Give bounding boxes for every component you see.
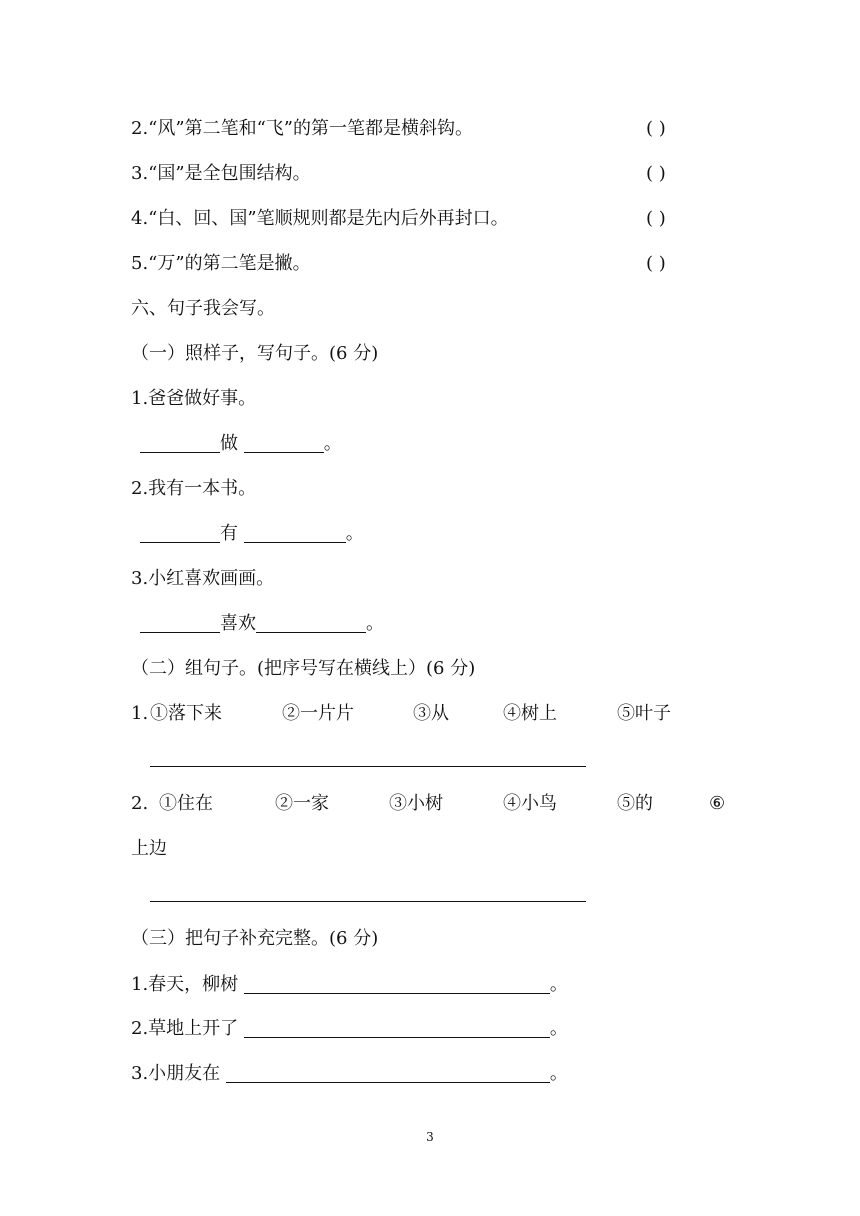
word-option: ⑤的 bbox=[617, 793, 653, 814]
example-sentence-1: 1.爸爸做好事。 bbox=[131, 388, 257, 409]
word-option: ④小鸟 bbox=[503, 793, 557, 814]
keyword: 有 bbox=[220, 523, 238, 544]
answer-line[interactable] bbox=[150, 901, 586, 902]
blank[interactable] bbox=[244, 434, 324, 453]
keyword: 做 bbox=[220, 433, 238, 454]
blank[interactable] bbox=[244, 524, 346, 543]
period: 。 bbox=[345, 523, 364, 544]
period: 。 bbox=[366, 613, 384, 634]
judge-answer-4[interactable]: ( ) bbox=[646, 208, 666, 229]
period: 。 bbox=[549, 974, 568, 995]
period: 。 bbox=[549, 1063, 568, 1084]
sentence-prefix: 2.草地上开了 bbox=[131, 1018, 239, 1039]
complete-sentence-3 bbox=[131, 1063, 568, 1085]
judge-item-3: 3.“国”是全包围结构。 bbox=[131, 163, 311, 184]
word-option: ①住在 bbox=[159, 793, 213, 814]
blank[interactable] bbox=[244, 1019, 550, 1038]
judge-answer-3[interactable]: ( ) bbox=[646, 163, 666, 184]
complete-sentence-1 bbox=[131, 974, 568, 996]
answer-line[interactable] bbox=[150, 766, 586, 767]
word-option: ①落下来 bbox=[150, 703, 222, 724]
word-option: ⑥ bbox=[709, 793, 726, 814]
word-option: ②一家 bbox=[275, 793, 329, 814]
judge-item-5: 5.“万”的第二笔是撇。 bbox=[131, 253, 311, 274]
keyword: 喜欢 bbox=[220, 613, 256, 634]
judge-answer-5[interactable]: ( ) bbox=[646, 253, 666, 274]
blank[interactable] bbox=[256, 614, 366, 633]
word-option: ③小树 bbox=[389, 793, 443, 814]
fill-sentence-1 bbox=[140, 433, 342, 455]
word-option: ③从 bbox=[413, 703, 449, 724]
fill-sentence-3 bbox=[140, 613, 384, 635]
word-option: ②一片片 bbox=[282, 703, 354, 724]
fill-sentence-2 bbox=[140, 523, 364, 545]
period: 。 bbox=[323, 433, 342, 454]
judge-answer-2[interactable]: ( ) bbox=[646, 118, 666, 139]
question-number: 1. bbox=[131, 703, 149, 724]
blank[interactable] bbox=[140, 524, 220, 543]
part1-title: （一）照样子，写句子。(6 分) bbox=[131, 343, 379, 364]
word-option-wrap: 上边 bbox=[131, 838, 167, 859]
word-option: ⑤叶子 bbox=[617, 703, 671, 724]
page-number: 3 bbox=[426, 1130, 434, 1144]
period: 。 bbox=[549, 1018, 568, 1039]
part3-title: （三）把句子补充完整。(6 分) bbox=[131, 928, 379, 949]
sentence-prefix: 1.春天，柳树 bbox=[131, 974, 239, 995]
judge-item-2: 2.“风”第二笔和“飞”的第一笔都是横斜钩。 bbox=[131, 118, 473, 139]
section-title: 六、句子我会写。 bbox=[131, 298, 275, 319]
blank[interactable] bbox=[140, 614, 220, 633]
word-option: ④树上 bbox=[503, 703, 557, 724]
judge-item-4: 4.“白、回、国”笔顺规则都是先内后外再封口。 bbox=[131, 208, 509, 229]
blank[interactable] bbox=[226, 1064, 550, 1083]
question-number: 2. bbox=[131, 793, 149, 814]
complete-sentence-2 bbox=[131, 1018, 568, 1040]
part2-title: （二）组句子。(把序号写在横线上）(6 分) bbox=[131, 658, 476, 679]
example-sentence-3: 3.小红喜欢画画。 bbox=[131, 568, 275, 589]
sentence-prefix: 3.小朋友在 bbox=[131, 1063, 221, 1084]
blank[interactable] bbox=[140, 434, 220, 453]
example-sentence-2: 2.我有一本书。 bbox=[131, 478, 257, 499]
blank[interactable] bbox=[244, 975, 550, 994]
